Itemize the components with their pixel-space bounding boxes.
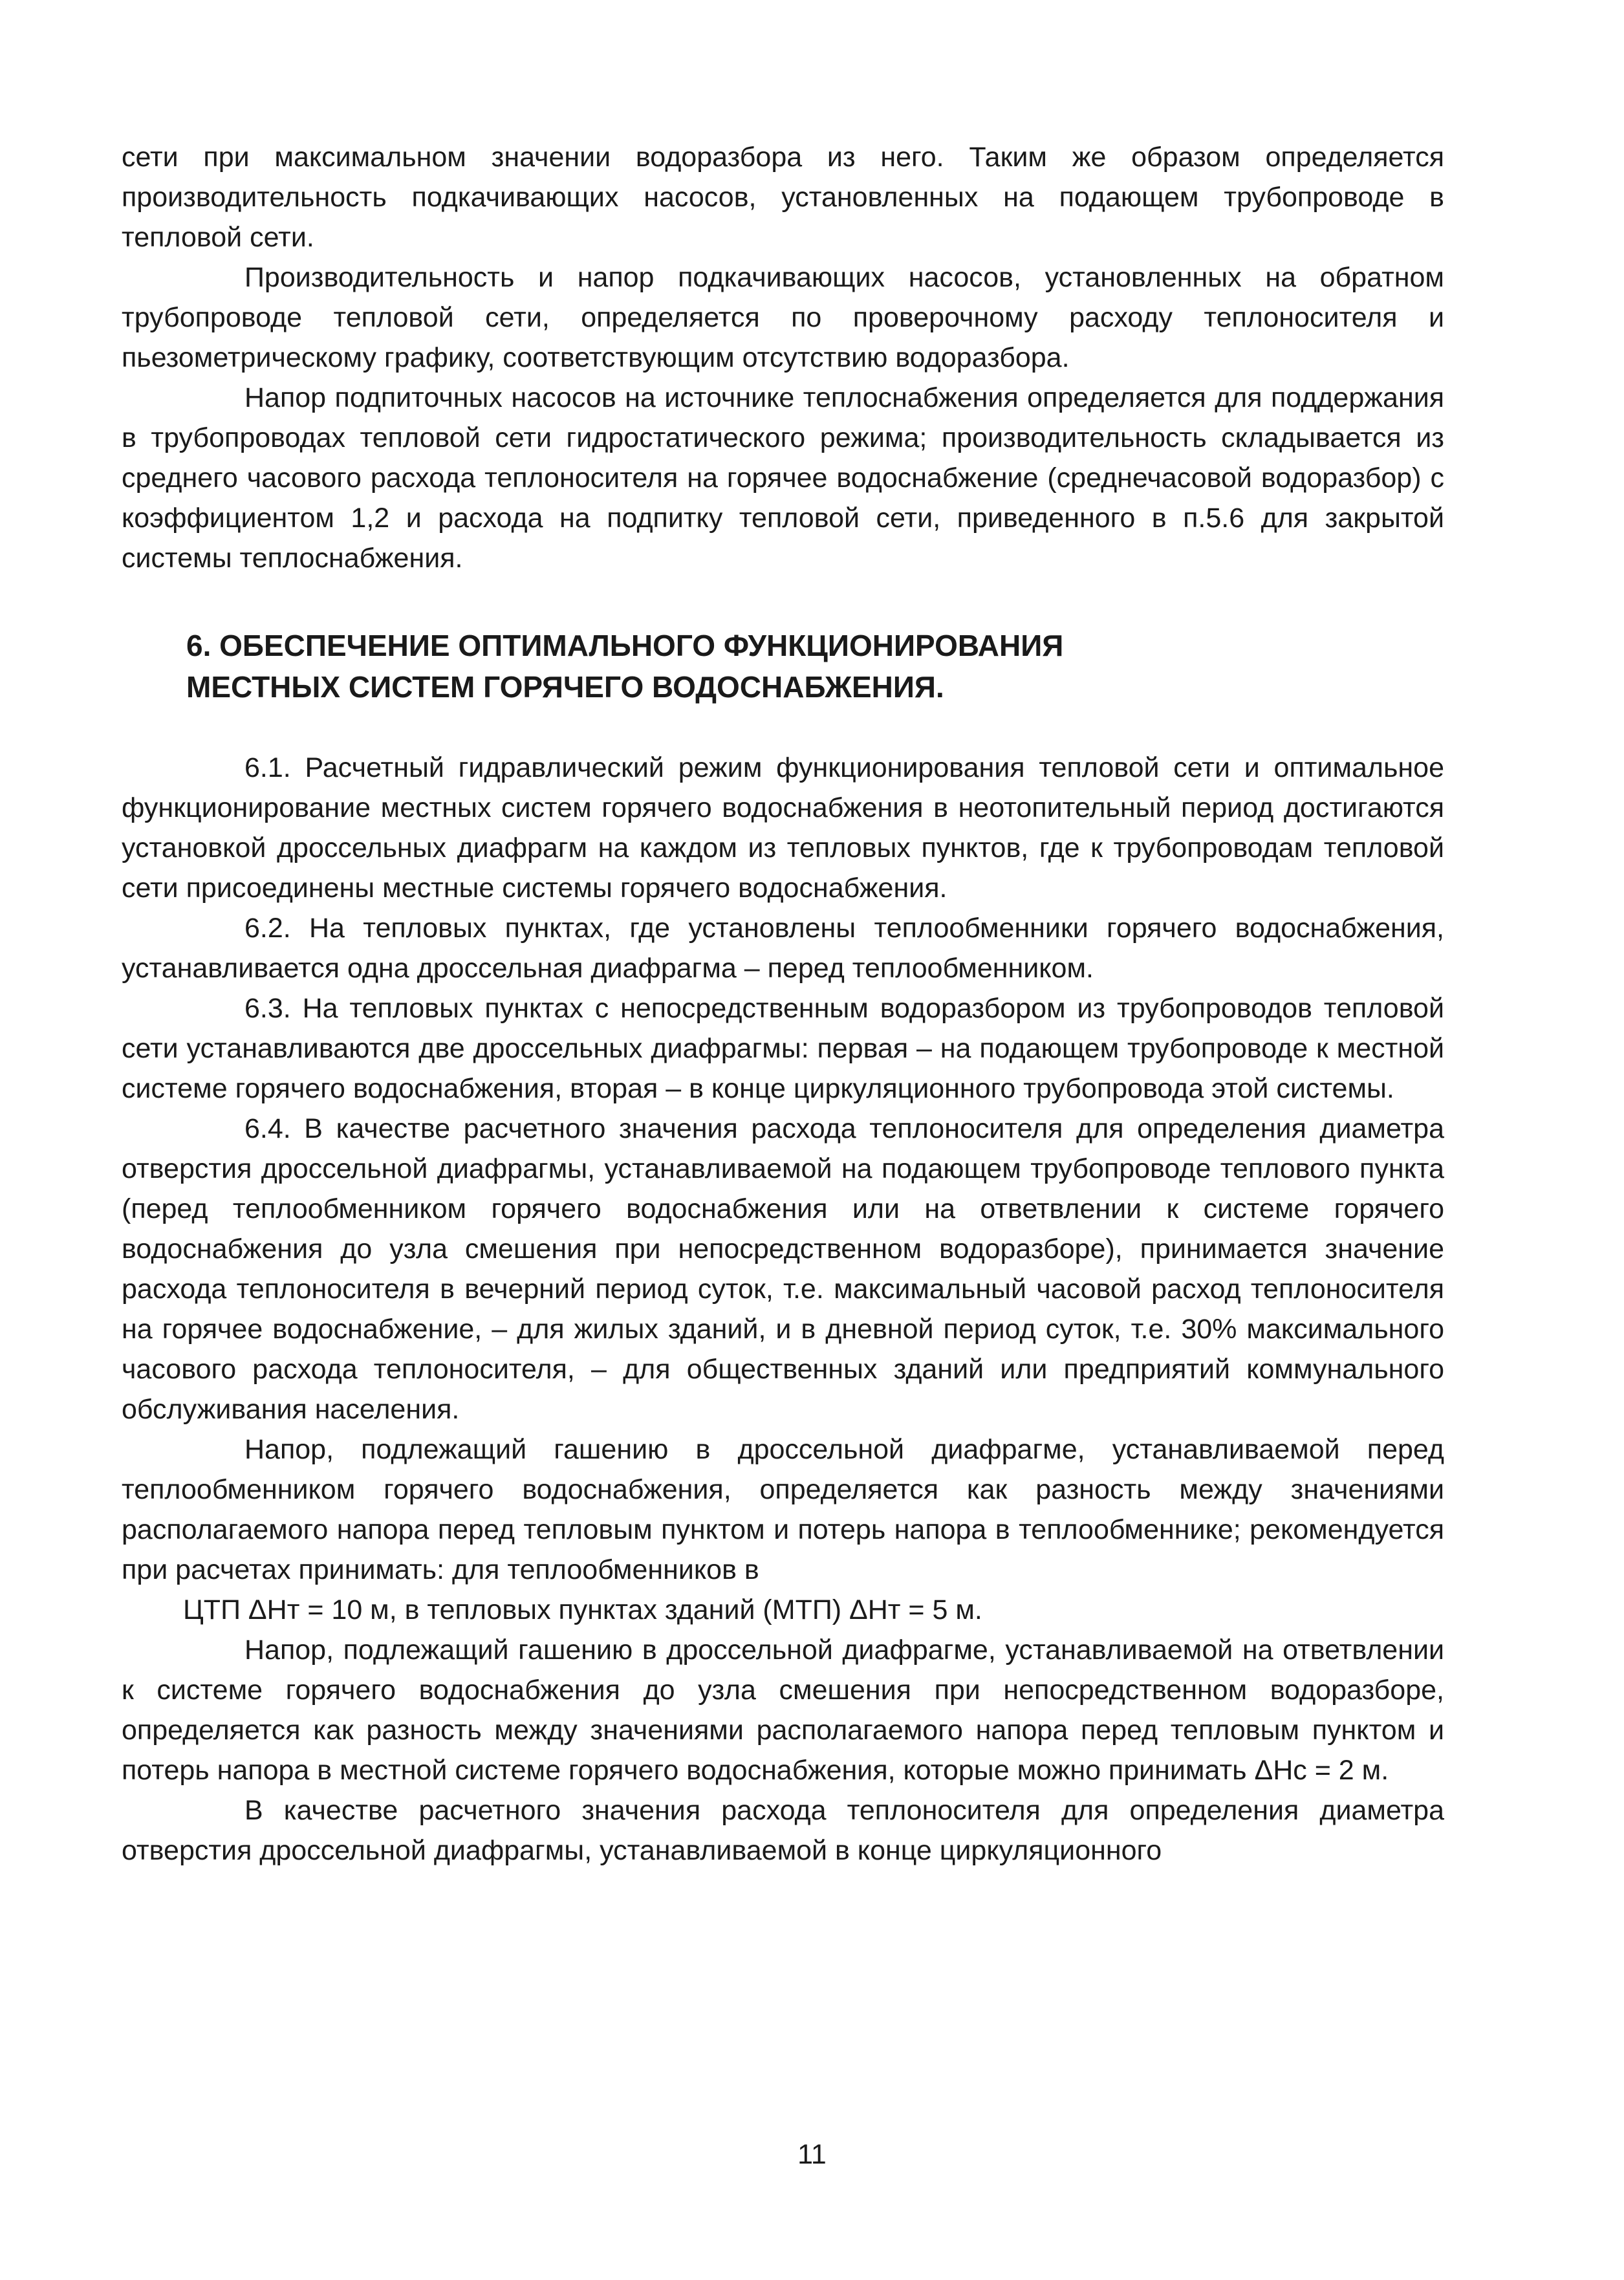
body-paragraph: Напор подпиточных насосов на источнике теплоснабжения определяется для поддержания в трубопроводах тепловой сети гидростатического режима; производительность складывается из среднего часового расхода теплоносителя на горячее водоснабжение (среднечасовой водоразбор) с коэффициентом 1,2 и расхода на подпитку тепловой сети, приведенного в п.5.6 для закрытой системы теплоснабжения. xyxy=(122,382,1444,574)
clause-6-4: 6.4. В качестве расчетного значения расхода теплоносителя для определения диаметра отверстия дроссельной диафрагмы, устанавливаемой на подающем трубопроводе теплового пункта (перед теплообменником горячего водоснабжения или на ответвлении к системе горячего водоснабжения до узла смешения при непосредственном водоразборе), принимается значение расхода теплоносителя в вечерний период суток, т.е. максимальный часовой расход теплоносителя на горячее водоснабжение, – для жилых зданий, и в дневной период суток, т.е. 30% максимального часового расхода теплоносителя, – для общественных зданий или предприятий коммунального обслуживания населения. xyxy=(122,1113,1444,1425)
section-heading xyxy=(186,625,1444,708)
section-heading-line: 6. ОБЕСПЕЧЕНИЕ ОПТИМАЛЬНОГО ФУНКЦИОНИРОВАНИЯ xyxy=(186,629,1064,662)
section-heading-line: МЕСТНЫХ СИСТЕМ ГОРЯЧЕГО ВОДОСНАБЖЕНИЯ. xyxy=(186,670,944,704)
clause-6-3: 6.3. На тепловых пунктах с непосредственным водоразбором из трубопроводов тепловой сети устанавливаются две дроссельных диафрагмы: первая – на подающем трубопроводе к местной системе горячего водоснабжения, вторая – в конце циркуляционного трубопровода этой системы. xyxy=(122,993,1444,1104)
page-number: 11 xyxy=(797,2139,827,2170)
formula-line: ЦТП ΔHт = 10 м, в тепловых пунктах зданий (МТП) ΔHт = 5 м. xyxy=(183,1594,982,1625)
body-paragraph: сети при максимальном значении водоразбора из него. Таким же образом определяется производительность подкачивающих насосов, установленных на подающем трубопроводе в тепловой сети. xyxy=(122,142,1444,253)
body-paragraph: Напор, подлежащий гашению в дроссельной диафрагме, устанавливаемой перед теплообменником горячего водоснабжения, определяется как разность между значениями располагаемого напора перед тепловым пунктом и потерь напора в теплообменнике; рекомендуется при расчетах принимать: для теплообменников в xyxy=(122,1434,1444,1585)
document-body xyxy=(122,137,1444,1871)
clause-6-1: 6.1. Расчетный гидравлический режим функционирования тепловой сети и оптимальное функционирование местных систем горячего водоснабжения в неотопительный период достигаются установкой дроссельных диафрагм на каждом из тепловых пунктов, где к трубопроводам тепловой сети присоединены местные системы горячего водоснабжения. xyxy=(122,752,1444,904)
body-paragraph: Производительность и напор подкачивающих насосов, установленных на обратном трубопроводе тепловой сети, определяется по проверочному расходу теплоносителя и пьезометрическому графику, соответствующим отсутствию водоразбора. xyxy=(122,262,1444,373)
clause-6-2: 6.2. На тепловых пунктах, где установлены теплообменники горячего водоснабжения, устанавливается одна дроссельная диафрагма – перед теплообменником. xyxy=(122,913,1444,984)
body-paragraph: В качестве расчетного значения расхода теплоносителя для определения диаметра отверстия дроссельной диафрагмы, устанавливаемой в конце циркуляционного xyxy=(122,1795,1444,1866)
body-paragraph: Напор, подлежащий гашению в дроссельной диафрагме, устанавливаемой на ответвлении к системе горячего водоснабжения до узла смешения при непосредственном водоразборе, определяется как разность между значениями располагаемого напора перед тепловым пунктом и потерь напора в местной системе горячего водоснабжения, которые можно принимать ΔHс = 2 м. xyxy=(122,1634,1444,1786)
